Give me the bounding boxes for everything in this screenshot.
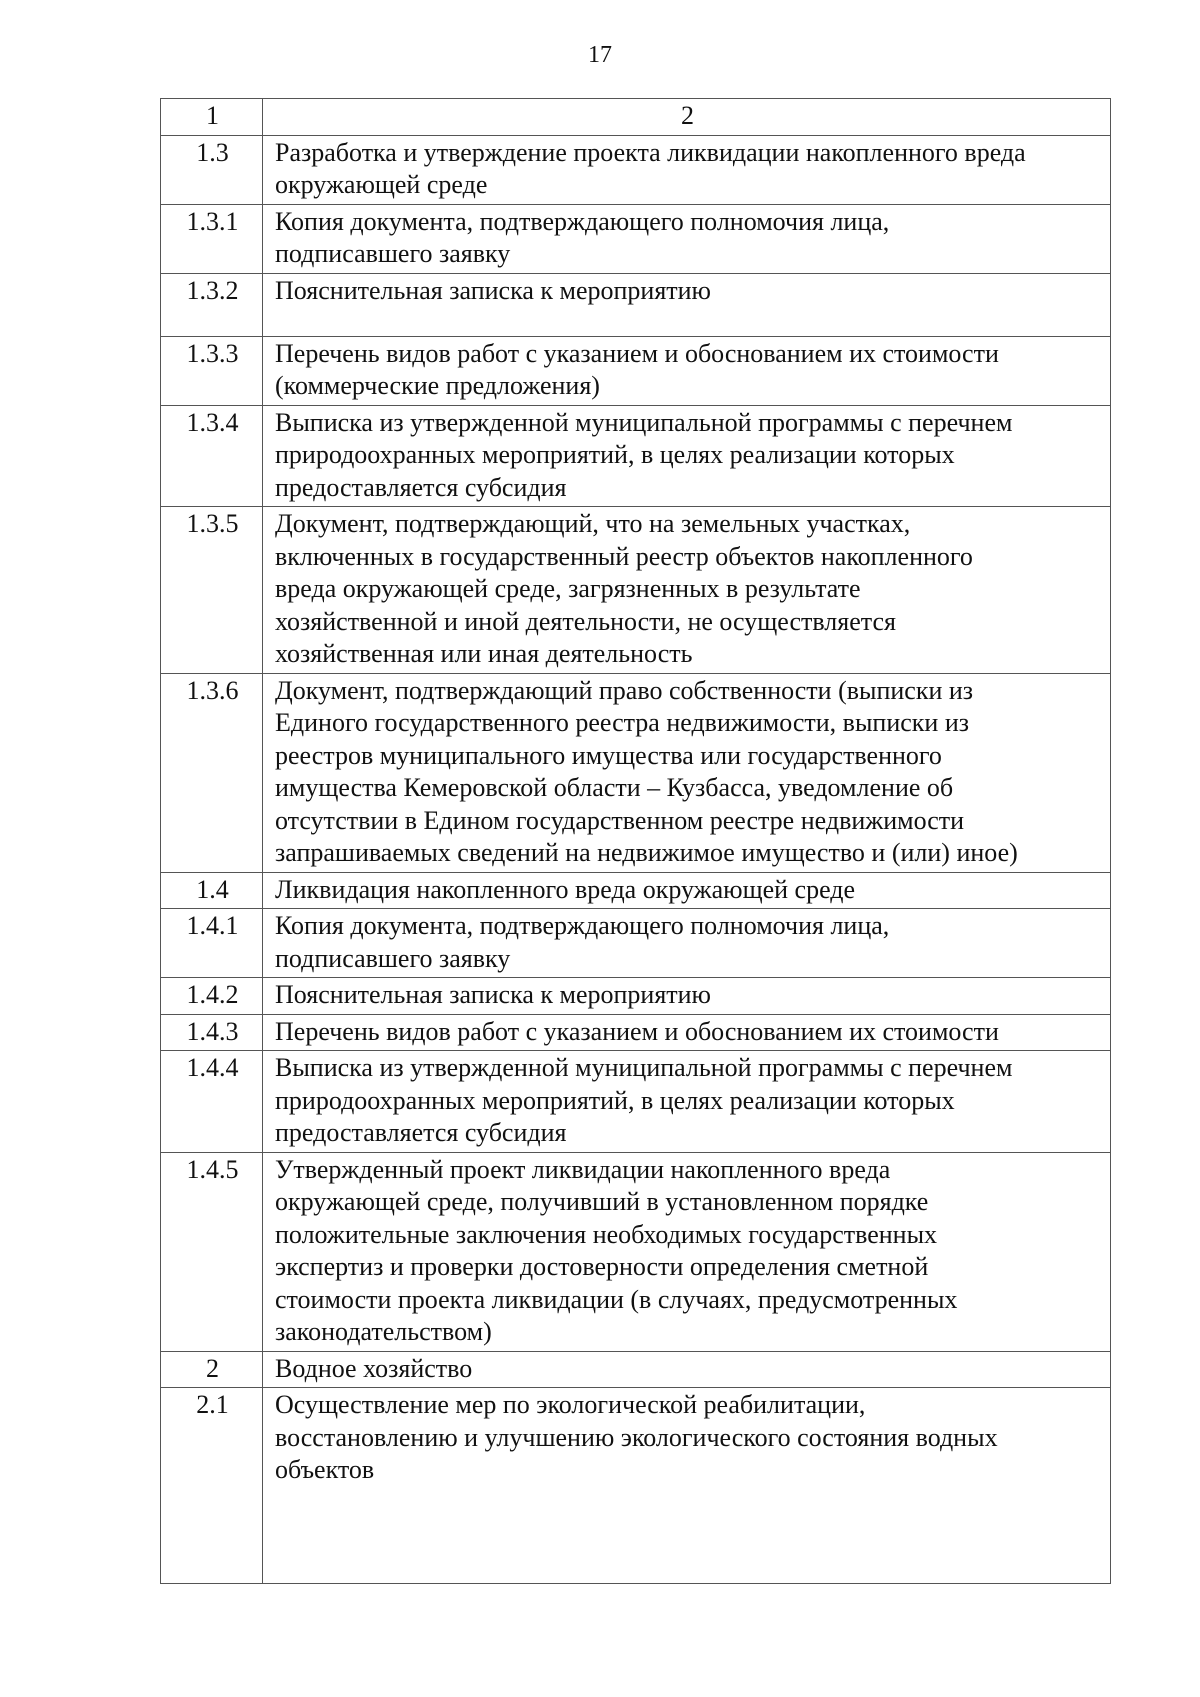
- row-line: экспертиз и проверки достоверности определения сметной: [275, 1252, 929, 1281]
- row-line: Разработка и утверждение проекта ликвидации накопленного вреда: [275, 137, 1026, 167]
- column-number-header: 1: [161, 99, 263, 136]
- table-row: [161, 1051, 1111, 1153]
- row-line: Утвержденный проект ликвидации накопленного вреда: [275, 1154, 891, 1184]
- table-row: [161, 273, 1111, 336]
- row-description: [263, 673, 1111, 872]
- row-line: природоохранных мероприятий, в целях реализации которых: [275, 440, 955, 469]
- row-line: Перечень видов работ с указанием и обоснованием их стоимости: [275, 1016, 999, 1046]
- row-line: реестров муниципального имущества или государственного: [275, 740, 942, 770]
- row-number: 1.3: [161, 135, 263, 204]
- table-row: [161, 336, 1111, 405]
- row-line: предоставляется субсидия: [275, 472, 567, 502]
- row-line: Пояснительная записка к мероприятию: [275, 275, 711, 305]
- table-row: [161, 405, 1111, 507]
- row-line: хозяйственной и иной деятельности, не осуществляется: [275, 606, 896, 636]
- row-line: стоимости проекта ликвидации (в случаях, предусмотренных: [275, 1284, 958, 1314]
- row-line: подписавшего заявку: [275, 239, 511, 268]
- row-line: Копия документа, подтверждающего полномочия лица,: [275, 911, 890, 940]
- table-row: [161, 1351, 1111, 1388]
- table-row: [161, 135, 1111, 204]
- row-line: Осуществление мер по экологической реабилитации,: [275, 1390, 866, 1419]
- row-number: 2: [161, 1351, 263, 1388]
- row-line: положительные заключения необходимых государственных: [275, 1219, 938, 1249]
- table-row: [161, 507, 1111, 674]
- row-number: 1.4.4: [161, 1051, 263, 1153]
- row-line: Водное хозяйство: [275, 1353, 473, 1383]
- page-number: 17: [588, 42, 612, 68]
- row-number: 1.3.4: [161, 405, 263, 507]
- row-line: имущества Кемеровской области – Кузбасса, уведомление об: [275, 773, 954, 802]
- row-description: [263, 204, 1111, 273]
- row-line: подписавшего заявку: [275, 943, 511, 973]
- row-description: [263, 507, 1111, 674]
- row-description: [263, 1051, 1111, 1153]
- row-number: 1.4: [161, 872, 263, 909]
- table-row: [161, 978, 1111, 1015]
- row-description: [263, 135, 1111, 204]
- table-row: [161, 909, 1111, 978]
- row-number: 1.4.2: [161, 978, 263, 1015]
- row-line: природоохранных мероприятий, в целях реализации которых: [275, 1085, 955, 1115]
- row-line: Копия документа, подтверждающего полномочия лица,: [275, 206, 890, 236]
- row-number: 2.1: [161, 1388, 263, 1584]
- table-row: [161, 1014, 1111, 1051]
- column-number-header: 2: [263, 99, 1111, 136]
- row-line: Ликвидация накопленного вреда окружающей среде: [275, 874, 856, 904]
- row-line: окружающей среде: [275, 170, 488, 199]
- row-description: [263, 909, 1111, 978]
- row-description: [263, 273, 1111, 336]
- table-row: [161, 673, 1111, 872]
- row-number: 1.4.3: [161, 1014, 263, 1051]
- row-description: [263, 405, 1111, 507]
- row-description: [263, 336, 1111, 405]
- row-line: Пояснительная записка к мероприятию: [275, 980, 711, 1009]
- row-line: хозяйственная или иная деятельность: [275, 639, 693, 668]
- row-description: [263, 1351, 1111, 1388]
- row-description: [263, 1152, 1111, 1351]
- row-number: 1.4.5: [161, 1152, 263, 1351]
- row-line: (коммерческие предложения): [275, 371, 600, 400]
- row-number: 1.3.6: [161, 673, 263, 872]
- row-line: запрашиваемых сведений на недвижимое имущество и (или) иное): [275, 838, 1018, 867]
- row-line: восстановлению и улучшению экологического состояния водных: [275, 1422, 998, 1452]
- row-line: Документ, подтверждающий право собственности (выписки из: [275, 675, 974, 705]
- row-line: Документ, подтверждающий, что на земельных участках,: [275, 509, 911, 538]
- row-number: 1.3.2: [161, 273, 263, 336]
- row-line: отсутствии в Едином государственном реестре недвижимости: [275, 805, 965, 835]
- table-header-row: [161, 99, 1111, 136]
- row-line: Выписка из утвержденной муниципальной программы с перечнем: [275, 1053, 1013, 1082]
- row-description: [263, 978, 1111, 1015]
- table-row: [161, 872, 1111, 909]
- row-description: [263, 872, 1111, 909]
- row-line: вреда окружающей среде, загрязненных в результате: [275, 574, 861, 603]
- table-row: [161, 1388, 1111, 1584]
- table-row: [161, 204, 1111, 273]
- row-number: 1.3.3: [161, 336, 263, 405]
- row-number: 1.3.1: [161, 204, 263, 273]
- row-line: объектов: [275, 1455, 375, 1484]
- row-number: 1.4.1: [161, 909, 263, 978]
- row-line: включенных в государственный реестр объектов накопленного: [275, 541, 973, 571]
- row-line: Выписка из утвержденной муниципальной программы с перечнем: [275, 407, 1013, 437]
- row-number: 1.3.5: [161, 507, 263, 674]
- row-line: Перечень видов работ с указанием и обоснованием их стоимости: [275, 338, 999, 368]
- row-line: окружающей среде, получивший в установленном порядке: [275, 1187, 929, 1216]
- table-row: [161, 1152, 1111, 1351]
- requirements-table: [160, 98, 1111, 1584]
- row-line: законодательством): [275, 1317, 492, 1346]
- row-line: Единого государственного реестра недвижимости, выписки из: [275, 708, 970, 737]
- row-line: предоставляется субсидия: [275, 1118, 567, 1147]
- row-description: [263, 1014, 1111, 1051]
- row-description: [263, 1388, 1111, 1584]
